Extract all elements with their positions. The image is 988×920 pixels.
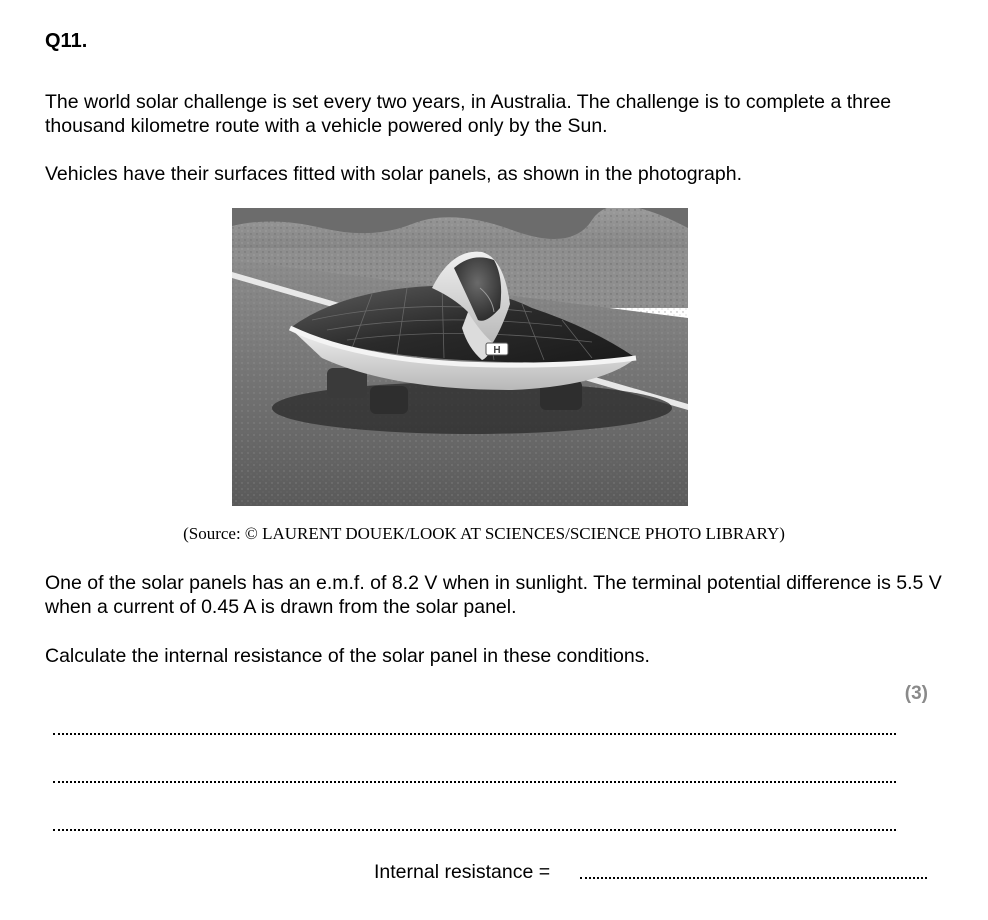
marks-available: (3) — [904, 683, 928, 704]
answer-line-3[interactable] — [53, 829, 896, 831]
question-task: Calculate the internal resistance of the solar panel in these conditions. — [45, 645, 650, 667]
answer-line-1[interactable] — [53, 733, 896, 735]
internal-resistance-answer-line[interactable] — [580, 877, 927, 879]
photo-source-caption: (Source: © LAURENT DOUEK/LOOK AT SCIENCES/SCIENCE PHOTO LIBRARY) — [183, 524, 785, 543]
svg-text:H: H — [493, 345, 501, 356]
answer-line-2[interactable] — [53, 781, 896, 783]
solar-car-photograph — [232, 208, 688, 506]
question-intro: The world solar challenge is set every two years, in Australia. The challenge is to complete a three thousand kilometre route with a vehicle powered only by the Sun. — [45, 91, 892, 137]
question-number: Q11. — [45, 30, 88, 52]
photo-intro: Vehicles have their surfaces fitted with solar panels, as shown in the photograph. — [45, 163, 742, 185]
internal-resistance-label: Internal resistance = — [374, 861, 551, 883]
question-data: One of the solar panels has an e.m.f. of 8.2 V when in sunlight. The terminal potential difference is 5.5 V when a current of 0.45 A is drawn from the solar panel. — [45, 572, 942, 618]
